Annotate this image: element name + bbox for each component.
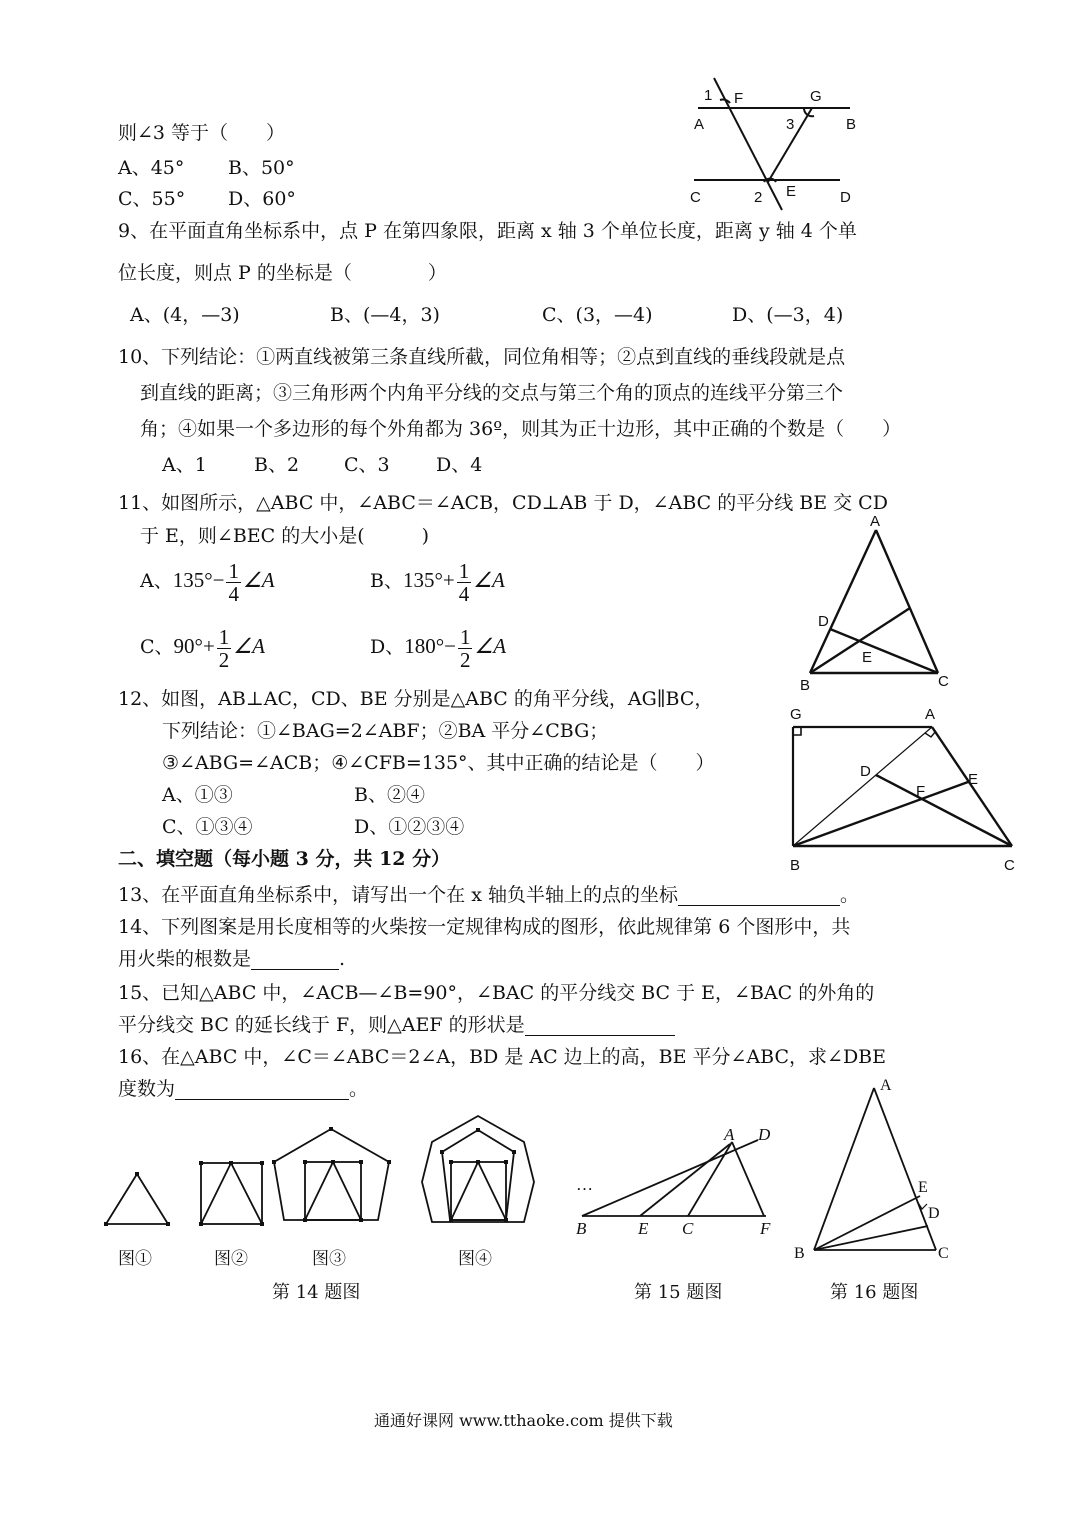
q9-line1: 9、在平面直角坐标系中，点 P 在第四象限，距离 x 轴 3 个单位长度，距离 y 轴 4 个单 xyxy=(118,220,857,242)
q8-fig-label-1: 1 xyxy=(704,87,713,104)
q16-fig-label-d: D xyxy=(928,1205,940,1222)
q8-figure xyxy=(680,70,870,220)
q11-option-a: A、135°− $\frac{1}{4}$ ∠A xyxy=(140,558,275,606)
q8-fig-label-b: B xyxy=(846,116,857,133)
q10-line1: 10、下列结论：①两直线被第三条直线所截，同位角相等；②点到直线的垂线段就是点 xyxy=(118,346,846,368)
q10-option-d: D、4 xyxy=(436,454,483,476)
q11-fig-label-b: B xyxy=(800,677,811,694)
q15-answer-blank[interactable] xyxy=(525,1017,675,1036)
q8-fig-label-d: D xyxy=(840,189,851,206)
q11-fig-label-c: C xyxy=(938,673,949,690)
q12-option-a: A、①③ xyxy=(162,784,233,806)
q11-figure xyxy=(790,510,970,695)
q8-fig-label-e: E xyxy=(786,183,797,200)
q11-option-b: B、135°+ $\frac{1}{4}$ ∠A xyxy=(370,558,505,606)
q8-fig-label-c: C xyxy=(690,189,701,206)
q15-fig-label-c: C xyxy=(682,1219,694,1238)
q12-line2: 下列结论：①∠BAG=2∠ABF；②BA 平分∠CBG； xyxy=(162,720,609,742)
q12-fig-label-b: B xyxy=(790,857,801,874)
q11-line2: 于 E，则∠BEC 的大小是( ) xyxy=(140,525,430,547)
q14-fig-title: 第 14 题图 xyxy=(272,1282,361,1303)
q15-fig-dots: … xyxy=(576,1175,593,1194)
q16-fig-label-e: E xyxy=(918,1179,928,1196)
q11-fig-label-e: E xyxy=(862,649,873,666)
q16-answer-blank[interactable] xyxy=(175,1081,349,1100)
q8-fig-label-3: 3 xyxy=(786,116,795,133)
section-2-heading: 二、填空题（每小题 3 分，共 12 分） xyxy=(118,848,451,870)
q8-option-c: C、55° xyxy=(118,188,186,210)
q15-fig-title: 第 15 题图 xyxy=(634,1282,723,1303)
q11-option-d: D、180°− $\frac{1}{2}$ ∠A xyxy=(370,624,507,672)
q12-line1: 12、如图，AB⊥AC，CD、BE 分别是△ABC 的角平分线，AG∥BC， xyxy=(118,688,714,710)
q16-fig-title: 第 16 题图 xyxy=(830,1282,919,1303)
q11-fig-label-d: D xyxy=(818,613,829,630)
q12-line3: ③∠ABG=∠ACB；④∠CFB=135°、其中正确的结论是（ ） xyxy=(162,752,715,774)
q15-figure xyxy=(570,1120,790,1245)
q9-option-a: A、(4，—3) xyxy=(130,304,240,326)
q16-line1: 16、在△ABC 中，∠C＝∠ABC＝2∠A，BD 是 AC 边上的高，BE 平分∠ABC，求∠DBE xyxy=(118,1046,887,1068)
q10-line2: 到直线的距离；③三角形两个内角平分线的交点与第三个角的顶点的连线平分第三个 xyxy=(140,382,844,404)
q8-option-b: B、50° xyxy=(228,157,295,179)
q16-figure xyxy=(790,1072,965,1267)
q14-fig-caption-3: 图③ xyxy=(312,1249,346,1269)
q12-fig-label-d: D xyxy=(860,763,871,780)
q9-option-b: B、(—4，3) xyxy=(330,304,440,326)
q11-line1: 11、如图所示，△ABC 中，∠ABC＝∠ACB，CD⊥AB 于 D，∠ABC 的平分线 BE 交 CD xyxy=(118,492,888,514)
q16-fig-label-b: B xyxy=(794,1245,805,1262)
q8-fig-label-2: 2 xyxy=(754,189,763,206)
q15-fig-label-a: A xyxy=(724,1125,735,1144)
q16-fig-label-a: A xyxy=(880,1077,892,1094)
q15-line1: 15、已知△ABC 中，∠ACB—∠B=90°，∠BAC 的平分线交 BC 于 E，∠BAC 的外角的 xyxy=(118,982,875,1004)
q14-fig-caption-4: 图④ xyxy=(458,1249,492,1269)
q12-option-d: D、①②③④ xyxy=(354,816,465,838)
q15-fig-label-f: F xyxy=(760,1219,771,1238)
q10-line3: 角；④如果一个多边形的每个外角都为 36º，则其为正十边形，其中正确的个数是（ ） xyxy=(140,418,902,440)
q9-option-d: D、(—3，4) xyxy=(732,304,844,326)
q10-option-a: A、1 xyxy=(162,454,207,476)
q13-question: 13、在平面直角坐标系中，请写出一个在 x 轴负半轴上的点的坐标 。 xyxy=(118,884,859,906)
q12-option-c: C、①③④ xyxy=(162,816,253,838)
q12-figure xyxy=(780,700,1030,880)
q9-line2: 位长度，则点 P 的坐标是（ ） xyxy=(118,262,447,284)
q15-fig-label-b: B xyxy=(576,1219,587,1238)
q14-fig-caption-1: 图① xyxy=(118,1249,152,1269)
q14-line1: 14、下列图案是用长度相等的火柴按一定规律构成的图形，依此规律第 6 个图形中，共 xyxy=(118,916,851,938)
q8-stem-tail: 则∠3 等于（ ） xyxy=(118,122,286,144)
page-footer: 通通好课网 www.tthaoke.com 提供下载 xyxy=(374,1411,673,1430)
q11-fig-label-a: A xyxy=(870,513,881,530)
q12-fig-label-e: E xyxy=(968,771,979,788)
q15-line2: 平分线交 BC 的延长线于 F，则△AEF 的形状是 xyxy=(118,1014,675,1036)
q8-option-d: D、60° xyxy=(228,188,296,210)
q12-fig-label-c: C xyxy=(1004,857,1015,874)
q12-fig-label-f: F xyxy=(916,783,926,800)
q14-fig-caption-2: 图② xyxy=(214,1249,248,1269)
q16-line2: 度数为 。 xyxy=(118,1078,369,1100)
q16-fig-label-c: C xyxy=(938,1245,949,1262)
q8-option-a: A、45° xyxy=(118,157,185,179)
q12-option-b: B、②④ xyxy=(354,784,425,806)
q12-fig-label-g: G xyxy=(790,706,802,723)
q14-figure xyxy=(100,1110,550,1240)
q8-fig-label-g: G xyxy=(810,88,822,105)
q8-fig-label-f: F xyxy=(734,90,744,107)
q10-option-c: C、3 xyxy=(344,454,390,476)
q12-fig-label-a: A xyxy=(925,706,936,723)
q9-option-c: C、(3，—4) xyxy=(542,304,653,326)
q11-option-c: C、90°+ $\frac{1}{2}$ ∠A xyxy=(140,624,265,672)
q14-answer-blank[interactable] xyxy=(251,951,339,970)
q14-line2: 用火柴的根数是 . xyxy=(118,948,346,970)
q13-answer-blank[interactable] xyxy=(678,887,840,906)
q15-fig-label-d: D xyxy=(758,1125,771,1144)
q8-fig-label-a: A xyxy=(694,116,705,133)
q10-option-b: B、2 xyxy=(254,454,300,476)
q15-fig-label-e: E xyxy=(638,1219,649,1238)
